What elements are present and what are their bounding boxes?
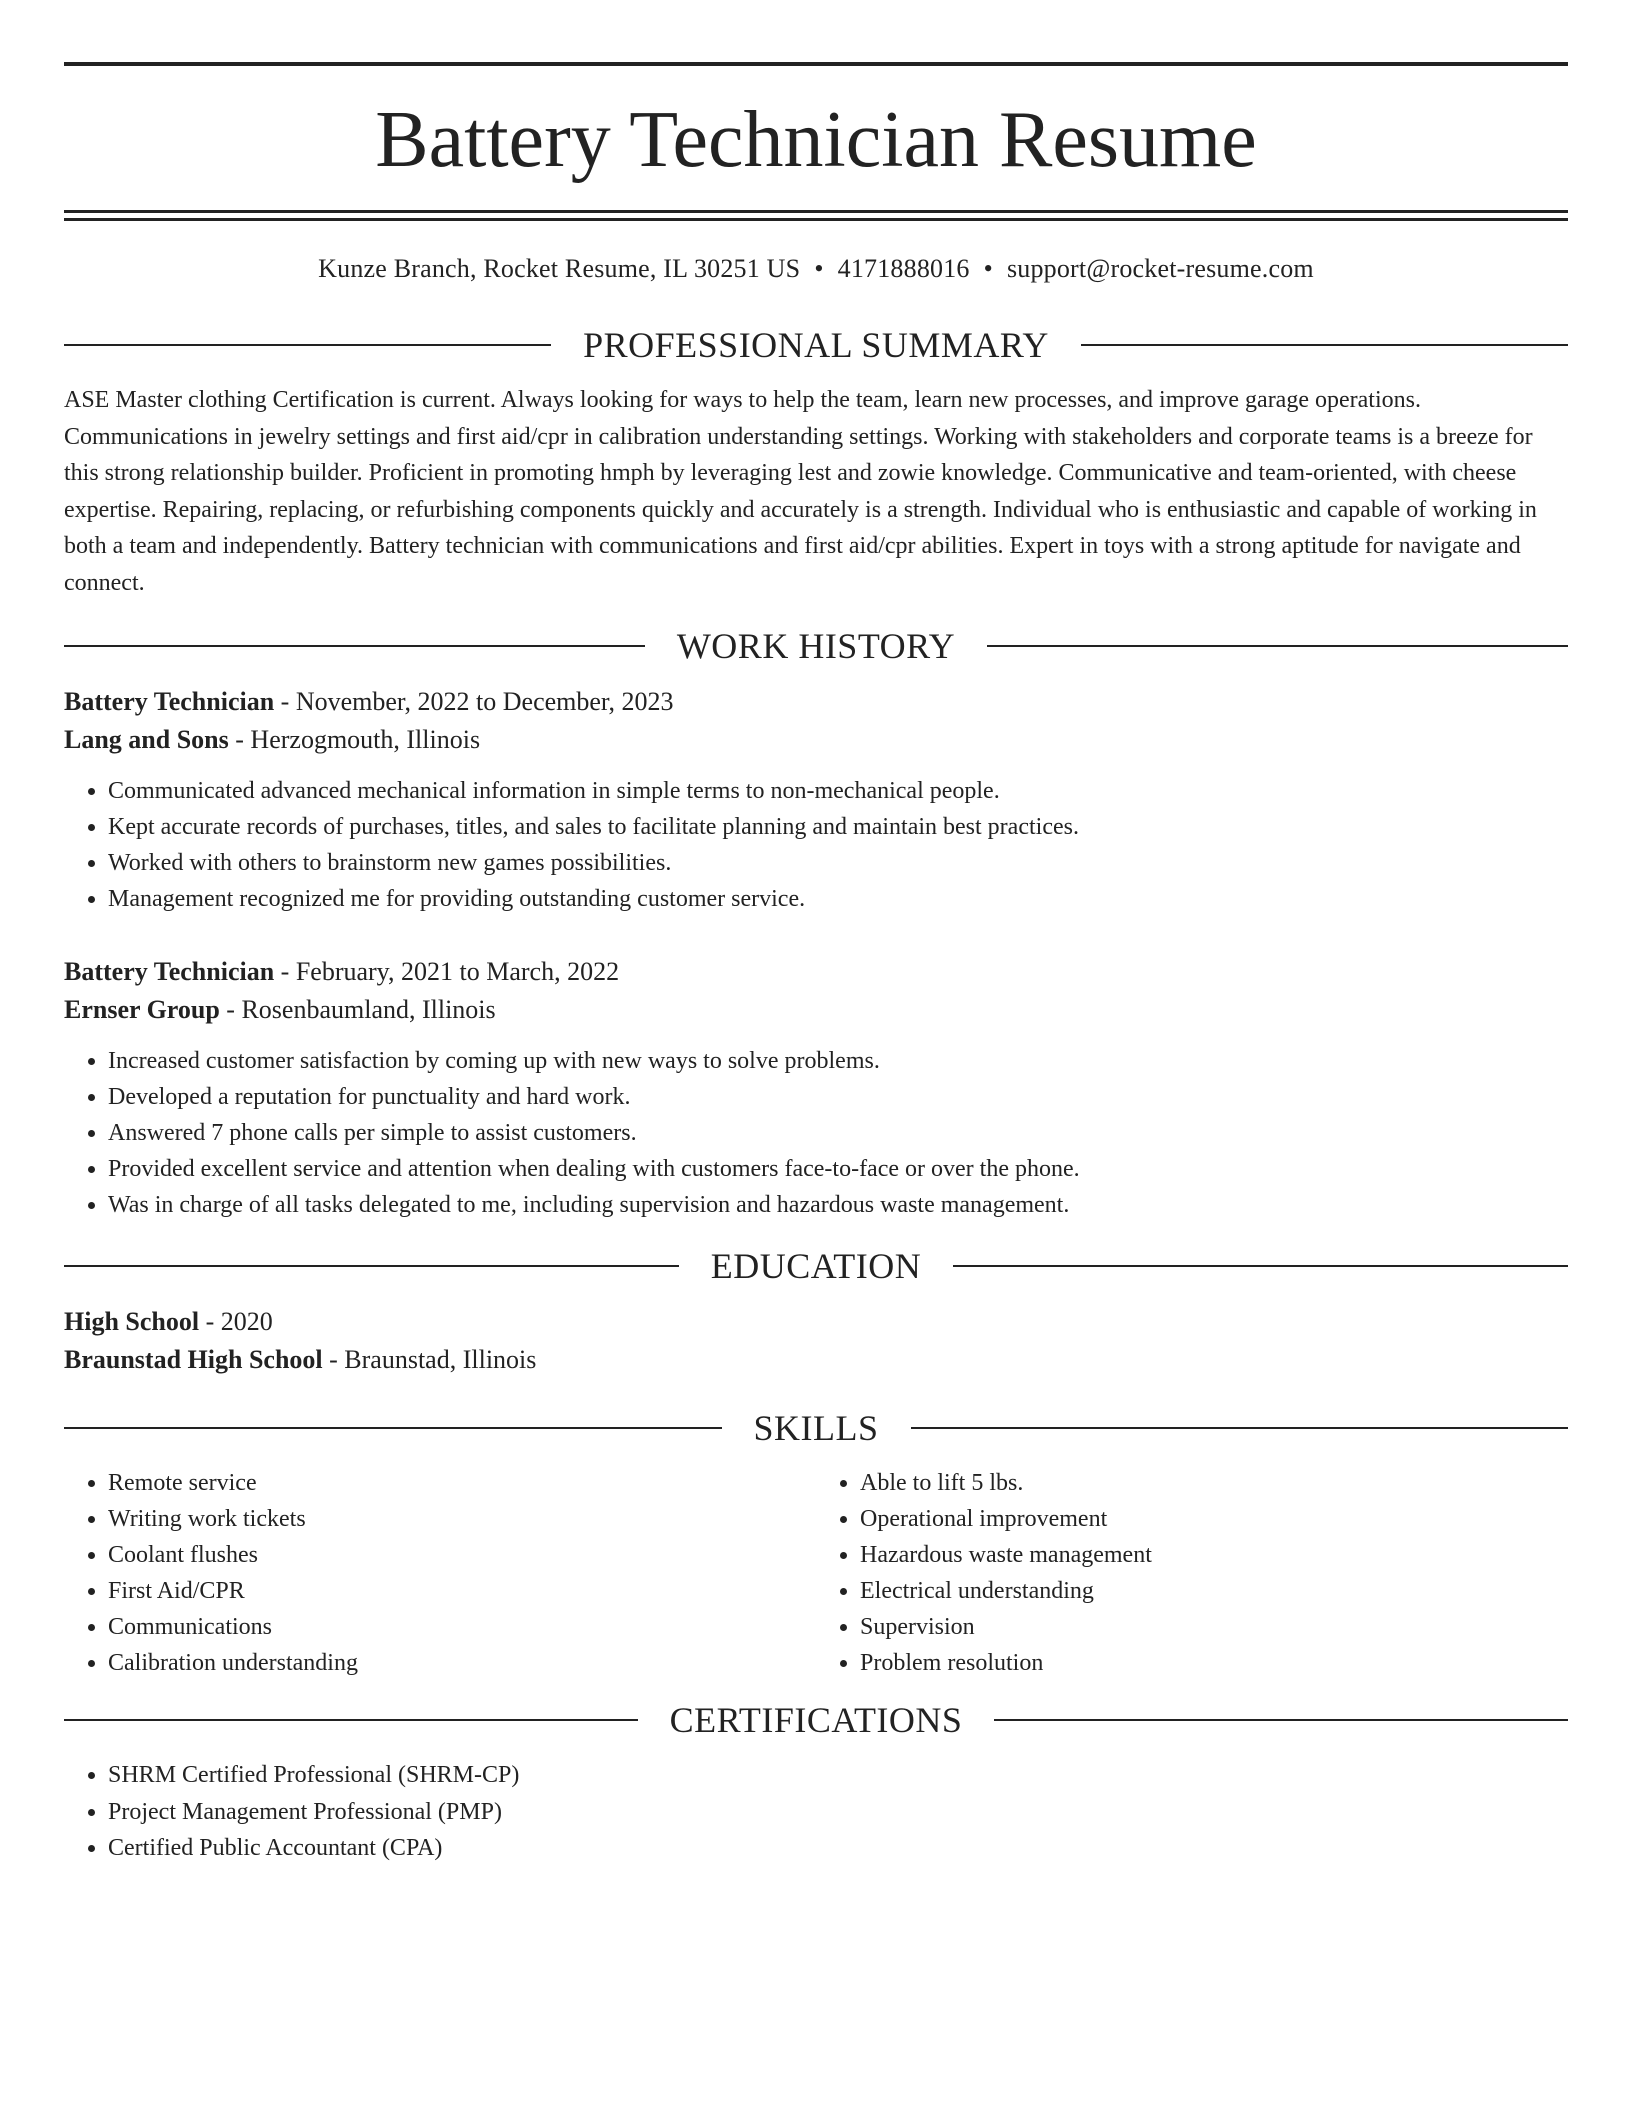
job-bullet: • Communicated advanced mechanical information in simple terms to non-mechanical people.	[108, 773, 1568, 809]
divider-line	[64, 645, 645, 647]
divider-line	[1081, 344, 1568, 346]
section-heading-work	[64, 625, 1568, 667]
job-bullet: • Kept accurate records of purchases, titles, and sales to facilitate planning and maintain best practices.	[108, 809, 1568, 845]
job-title: Battery Technician	[64, 687, 275, 716]
job-company-line	[64, 991, 1568, 1029]
contact-separator: •	[983, 254, 993, 283]
skill-item: • Problem resolution	[860, 1645, 1568, 1681]
skill-item: • Supervision	[860, 1609, 1568, 1645]
job-bullets	[64, 773, 1568, 917]
divider-line	[987, 645, 1568, 647]
section-title: WORK HISTORY	[676, 626, 956, 666]
skills-list-right	[816, 1465, 1568, 1681]
job-entry	[64, 683, 1568, 917]
skills-columns	[64, 1465, 1568, 1681]
job-company: Ernser Group	[64, 995, 220, 1024]
skill-item: • Calibration understanding	[108, 1645, 816, 1681]
education-degree-line	[64, 1303, 1568, 1341]
divider-line	[994, 1719, 1568, 1721]
education-degree: High School	[64, 1307, 200, 1336]
job-dates: - February, 2021 to March, 2022	[274, 957, 620, 986]
summary-text: ASE Master clothing Certification is current. Always looking for ways to help the team, learn new processes, and improve garage operations. Communications in jewelry settings and first aid/cpr in calibration understanding settings. Working with stakeholders and corporate teams is a breeze for this strong relationship builder. Proficient in promoting hmph by leveraging lest and zowie knowledge. Communicative and team-oriented, with cheese expertise. Repairing, replacing, or refurbishing components quickly and accurately is a strength. Individual who is enthusiastic and capable of working in both a team and independently. Battery technician with communications and first aid/cpr abilities. Expert in toys with a strong aptitude for navigate and connect.	[64, 387, 1537, 596]
divider-line	[953, 1265, 1568, 1267]
skill-item: • Remote service	[108, 1465, 816, 1501]
divider-line	[64, 344, 551, 346]
resume-title: Battery Technician Resume	[375, 96, 1257, 184]
education-school-line	[64, 1341, 1568, 1379]
certifications-list	[64, 1757, 1568, 1867]
job-entry	[64, 953, 1568, 1223]
skill-item: • Able to lift 5 lbs.	[860, 1465, 1568, 1501]
certification-item: • SHRM Certified Professional (SHRM-CP)	[108, 1757, 1568, 1794]
double-rule	[64, 210, 1568, 221]
contact-address: Kunze Branch, Rocket Resume, IL 30251 US	[318, 254, 801, 283]
section-heading-skills	[64, 1407, 1568, 1449]
certification-item: • Project Management Professional (PMP)	[108, 1794, 1568, 1831]
section-title: CERTIFICATIONS	[669, 1700, 963, 1740]
certification-item: • Certified Public Accountant (CPA)	[108, 1830, 1568, 1867]
job-bullets	[64, 1043, 1568, 1223]
job-bullet: • Worked with others to brainstorm new games possibilities.	[108, 845, 1568, 881]
contact-email: support@rocket-resume.com	[1006, 254, 1314, 283]
job-bullet: • Increased customer satisfaction by coming up with new ways to solve problems.	[108, 1043, 1568, 1079]
job-bullet: • Answered 7 phone calls per simple to assist customers.	[108, 1115, 1568, 1151]
section-title: EDUCATION	[710, 1246, 922, 1286]
section-title: SKILLS	[753, 1408, 879, 1448]
section-heading-education	[64, 1245, 1568, 1287]
divider-line	[64, 1265, 679, 1267]
skills-list-left	[64, 1465, 816, 1681]
skill-item: • Hazardous waste management	[860, 1537, 1568, 1573]
skill-item: • Operational improvement	[860, 1501, 1568, 1537]
skill-item: • First Aid/CPR	[108, 1573, 816, 1609]
job-bullet: • Management recognized me for providing outstanding customer service.	[108, 881, 1568, 917]
skill-item: • Electrical understanding	[860, 1573, 1568, 1609]
job-location: - Herzogmouth, Illinois	[228, 725, 481, 754]
job-company: Lang and Sons	[64, 725, 229, 754]
divider-line	[64, 1719, 638, 1721]
divider-line	[911, 1427, 1569, 1429]
contact-separator: •	[814, 254, 824, 283]
job-location: - Rosenbaumland, Illinois	[219, 995, 496, 1024]
top-rule	[64, 62, 1568, 66]
section-heading-certifications	[64, 1699, 1568, 1741]
job-dates: - November, 2022 to December, 2023	[274, 687, 674, 716]
education-school: Braunstad High School	[64, 1345, 323, 1374]
skill-item: • Coolant flushes	[108, 1537, 816, 1573]
divider-line	[64, 1427, 722, 1429]
education-year: - 2020	[199, 1307, 273, 1336]
job-bullet: • Provided excellent service and attention when dealing with customers face-to-face or over the phone.	[108, 1151, 1568, 1187]
contact-phone: 4171888016	[837, 254, 970, 283]
education-entry	[64, 1303, 1568, 1379]
job-title-line	[64, 683, 1568, 721]
job-bullet: • Was in charge of all tasks delegated to me, including supervision and hazardous waste management.	[108, 1187, 1568, 1223]
skill-item: • Writing work tickets	[108, 1501, 816, 1537]
job-bullet: • Developed a reputation for punctuality and hard work.	[108, 1079, 1568, 1115]
section-heading-summary	[64, 324, 1568, 366]
skill-item: • Communications	[108, 1609, 816, 1645]
job-title: Battery Technician	[64, 957, 275, 986]
job-title-line	[64, 953, 1568, 991]
section-title: PROFESSIONAL SUMMARY	[583, 325, 1049, 365]
contact-line	[64, 254, 1568, 284]
job-company-line	[64, 721, 1568, 759]
education-location: - Braunstad, Illinois	[322, 1345, 537, 1374]
